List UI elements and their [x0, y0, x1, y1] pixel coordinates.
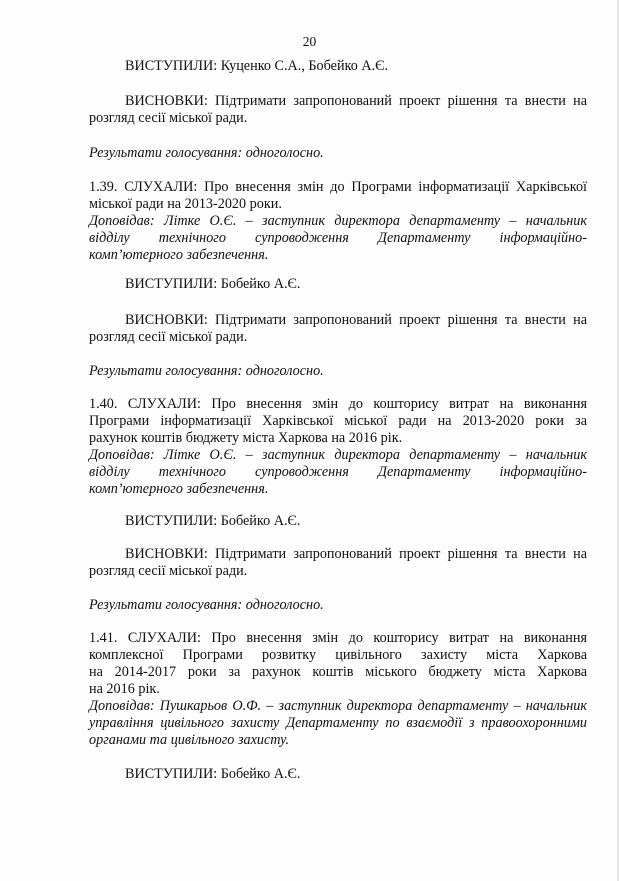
reporter-line: комп’ютерного забезпечення. — [89, 247, 269, 263]
conclusion-line: ВИСНОВКИ: Підтримати запропонований проект рішення та внести на — [125, 546, 587, 562]
agenda-item-heading: Програми інформатизації Харківської міської ради на 2013-2020 роки за — [89, 413, 587, 429]
speakers-line: ВИСТУПИЛИ: Бобейко А.Є. — [125, 276, 301, 292]
agenda-item-heading: міської ради на 2013-2020 роки. — [89, 196, 282, 212]
agenda-item-heading: 1.39. СЛУХАЛИ: Про внесення змін до Програми інформатизації Харківської — [89, 179, 587, 195]
reporter-line: органами та цивільного захисту. — [89, 732, 290, 748]
conclusion-line: розгляд сесії міської ради. — [89, 563, 248, 579]
reporter-line: відділу технічного супроводження Департаменту інформаційно- — [89, 464, 587, 480]
reporter-line: Доповідав: Літке О.Є. – заступник директора департаменту – начальник — [89, 447, 587, 463]
reporter-line: управління цивільного захисту Департаменту по взаємодії з правоохоронними — [89, 715, 587, 731]
voting-result: Результати голосування: одноголосно. — [89, 597, 324, 613]
agenda-item-heading: комплексної Програми розвитку цивільного захисту міста Харкова — [89, 647, 587, 663]
agenda-item-heading: 1.40. СЛУХАЛИ: Про внесення змін до кошторису витрат на виконання — [89, 396, 587, 412]
agenda-item-heading: рахунок коштів бюджету міста Харкова на 2016 рік. — [89, 430, 403, 446]
conclusion-line: розгляд сесії міської ради. — [89, 329, 248, 345]
reporter-line: відділу технічного супроводження Департаменту інформаційно- — [89, 230, 587, 246]
speakers-line: ВИСТУПИЛИ: Куценко С.А., Бобейко А.Є. — [125, 58, 389, 74]
voting-result: Результати голосування: одноголосно. — [89, 363, 324, 379]
agenda-item-heading: 1.41. СЛУХАЛИ: Про внесення змін до кошторису витрат на виконання — [89, 630, 587, 646]
reporter-line: Доповідав: Літке О.Є. – заступник директора департаменту – начальник — [89, 213, 587, 229]
conclusion-line: розгляд сесії міської ради. — [89, 110, 248, 126]
conclusion-line: ВИСНОВКИ: Підтримати запропонований проект рішення та внести на — [125, 93, 587, 109]
agenda-item-heading: на 2016 рік. — [89, 681, 160, 697]
reporter-line: Доповідав: Пушкарьов О.Ф. – заступник директора департаменту – начальник — [89, 698, 587, 714]
page-number: 20 — [302, 34, 317, 49]
reporter-line: комп’ютерного забезпечення. — [89, 481, 269, 497]
conclusion-line: ВИСНОВКИ: Підтримати запропонований проект рішення та внести на — [125, 312, 587, 328]
agenda-item-heading: на 2014-2017 роки за рахунок коштів міського бюджету міста Харкова — [89, 664, 587, 680]
speakers-line: ВИСТУПИЛИ: Бобейко А.Є. — [125, 766, 301, 782]
speakers-line: ВИСТУПИЛИ: Бобейко А.Є. — [125, 513, 301, 529]
voting-result: Результати голосування: одноголосно. — [89, 145, 324, 161]
